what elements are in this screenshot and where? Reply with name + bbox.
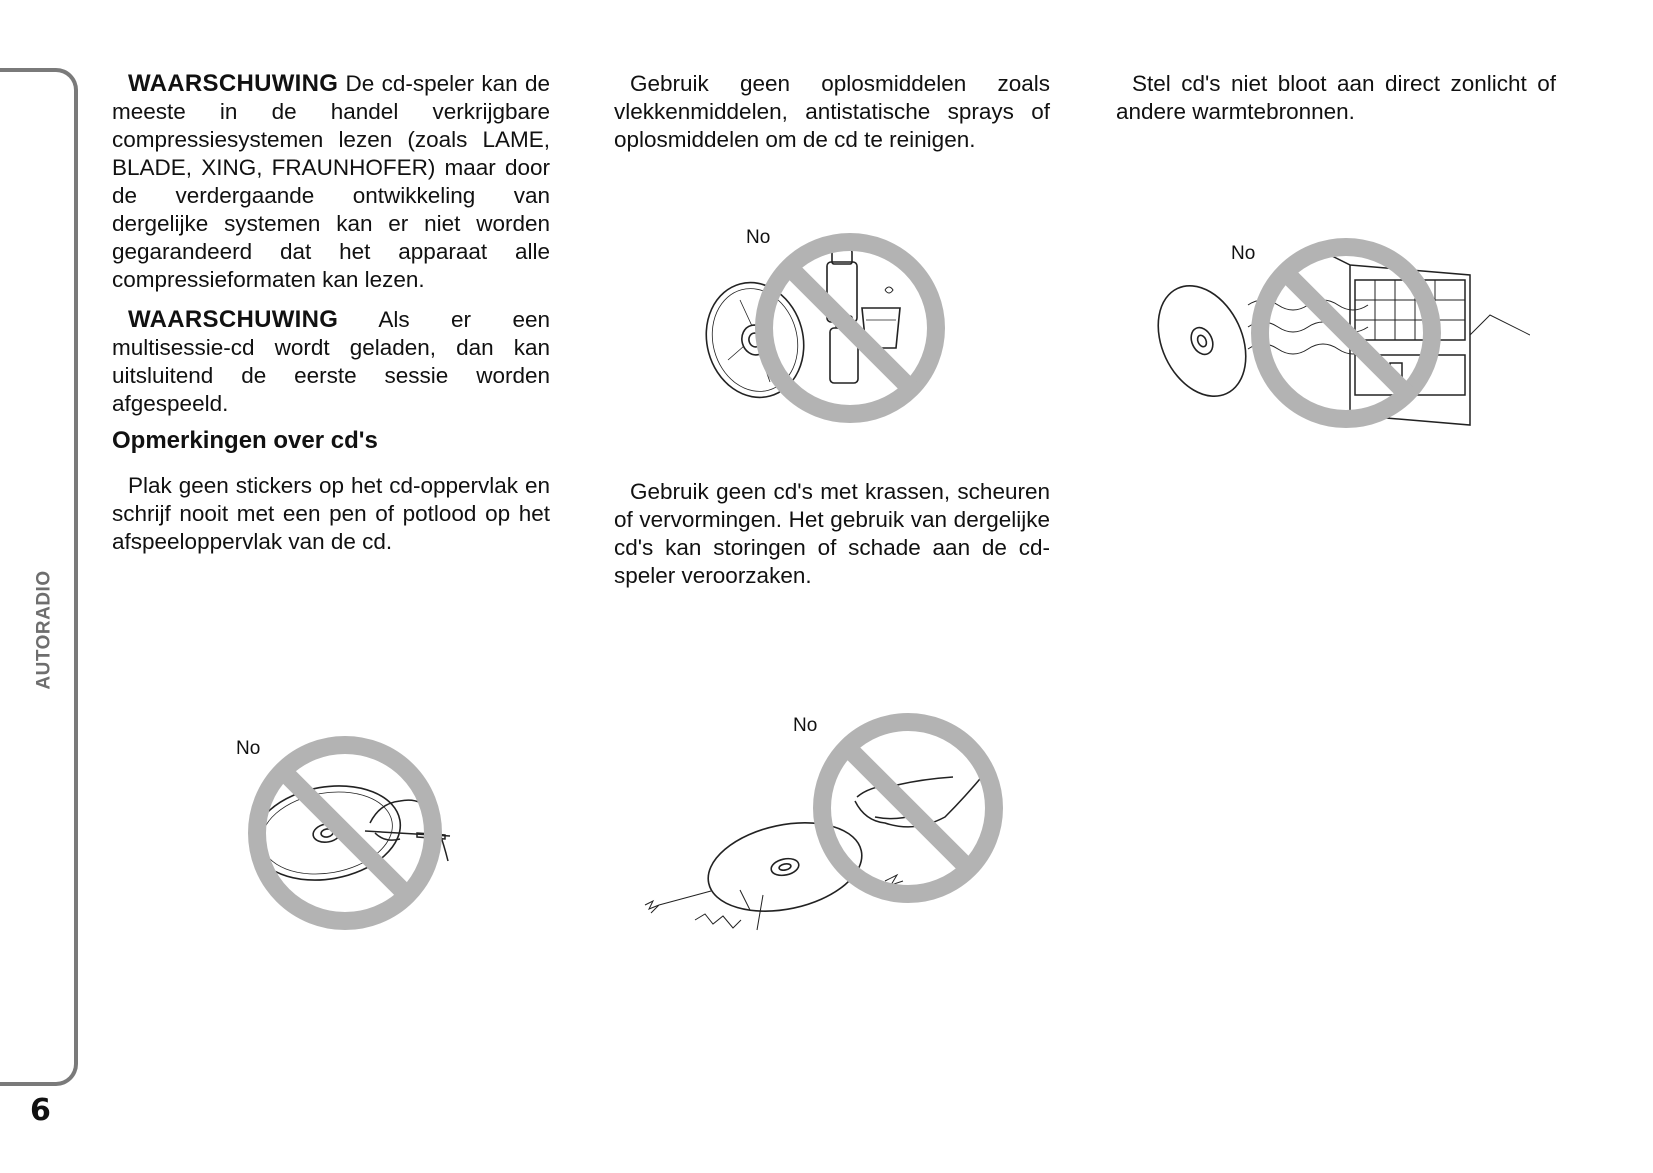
- no-label: No: [746, 227, 771, 248]
- no-label: No: [1231, 243, 1256, 264]
- section-tab: [30, 570, 60, 690]
- prohibition-icon: [822, 722, 994, 894]
- warning-label: WAARSCHUWING: [128, 70, 339, 97]
- prohibition-icon: [1260, 247, 1432, 419]
- column-2-lower: [614, 478, 1050, 590]
- warning-paragraph-1: [112, 70, 550, 294]
- prohibition-icon: [764, 242, 936, 414]
- column-3: [1116, 70, 1556, 126]
- column-1-lower: [112, 472, 550, 556]
- column-2: [614, 70, 1050, 154]
- warning-label: WAARSCHUWING: [128, 306, 339, 333]
- damaged-cd-illustration: [635, 705, 1015, 945]
- stickers-paragraph: Plak geen stickers op het cd-oppervlak en schrijf nooit met een pen of potlood op het afspeeloppervlak van de cd.: [112, 473, 550, 554]
- pen-illustration: [245, 733, 475, 933]
- solvents-illustration: [690, 220, 960, 440]
- sunlight-paragraph: Stel cd's niet bloot aan direct zonlicht of andere warmtebronnen.: [1116, 71, 1556, 124]
- column-1: [112, 70, 550, 418]
- warning-paragraph-2: [112, 306, 550, 418]
- warning-text: Als er een multisessie-cd wordt geladen, dan kan uitsluitend de eerste sessie worden afgespeeld.: [112, 307, 550, 416]
- cd-disc-icon: [1150, 272, 1263, 411]
- section-label: AUTORADIO: [34, 570, 55, 690]
- no-label: No: [236, 738, 261, 759]
- warning-text: De cd-speler kan de meeste in de handel verkrijgbare compressiesystemen lezen (zoals LAME, BLADE, XING, FRAUNHOFER) maar door de verdergaande ontwikkeling van dergelijke systemen kan er niet worden gegarandeerd dat het apparaat alle compressieformaten kan lezen.: [112, 71, 550, 292]
- no-label: No: [793, 715, 818, 736]
- damaged-cd-paragraph: Gebruik geen cd's met krassen, scheuren of vervormingen. Het gebruik van dergelijke cd's kan storingen of schade aan de cd-speler veroorzaken.: [614, 479, 1050, 588]
- solvents-paragraph: Gebruik geen oplosmiddelen zoals vlekkenmiddelen, antistatische sprays of oplosmiddelen om de cd te reinigen.: [614, 71, 1050, 152]
- section-heading: Opmerkingen over cd's: [112, 427, 378, 454]
- page-number: 6: [30, 1093, 51, 1128]
- sunlight-illustration: [1150, 235, 1530, 445]
